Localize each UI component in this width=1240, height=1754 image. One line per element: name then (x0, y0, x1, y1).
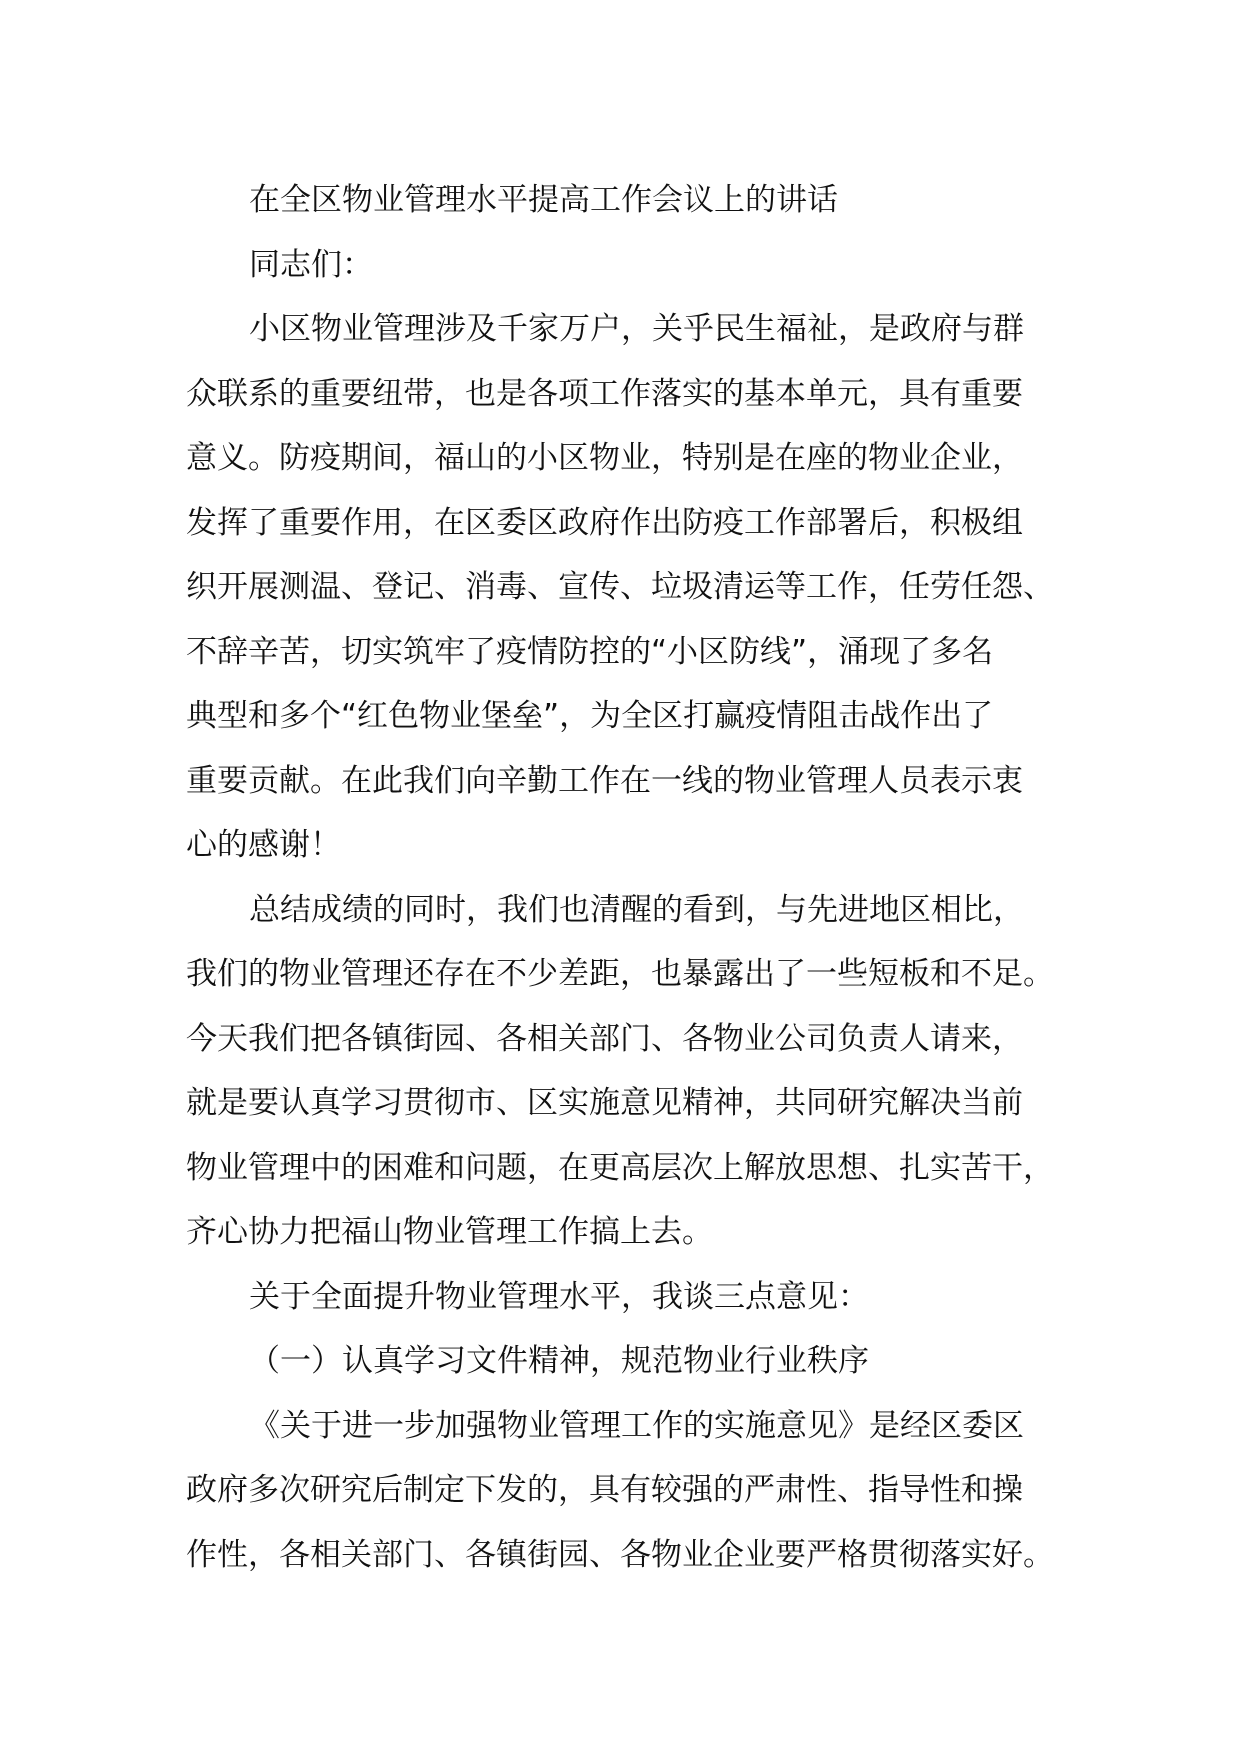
text-line: 小区物业管理涉及千家万户，关乎民生福祉，是政府与群 (249, 311, 1024, 347)
text-line: 就是要认真学习贯彻市、区实施意见精神，共同研究解决当前 (186, 1085, 1023, 1121)
text-line: 不辞辛苦，切实筑牢了疫情防控的“小区防线”，涌现了多名 (186, 633, 994, 670)
paragraph-1 (186, 297, 1086, 878)
paragraph-3 (186, 1265, 1086, 1330)
text-line: 心的感谢！ (186, 827, 341, 863)
text-line: 我们的物业管理还存在不少差距，也暴露出了一些短板和不足。 (186, 956, 1054, 992)
text-line: 意义。防疫期间，福山的小区物业，特别是在座的物业企业， (186, 440, 1023, 476)
heading-line: （一）认真学习文件精神，规范物业行业秩序 (249, 1343, 869, 1379)
text-line: 关于全面提升物业管理水平，我谈三点意见： (249, 1278, 869, 1315)
text-line: 织开展测温、登记、消毒、宣传、垃圾清运等工作，任劳任怨、 (186, 569, 1054, 605)
paragraph-5 (186, 1394, 1086, 1588)
salutation-line: 同志们： (249, 246, 373, 283)
title-line: 在全区物业管理水平提高工作会议上的讲话 (249, 182, 838, 218)
salutation (186, 233, 1086, 298)
text-line: 典型和多个“红色物业堡垒”，为全区打赢疫情阻击战作出了 (186, 698, 994, 734)
text-line: 今天我们把各镇街园、各相关部门、各物业公司负责人请来， (186, 1020, 1023, 1057)
text-line: 重要贡献。在此我们向辛勤工作在一线的物业管理人员表示衷 (186, 762, 1023, 799)
text-line: 总结成绩的同时，我们也清醒的看到，与先进地区相比， (249, 891, 1024, 928)
text-line: 众联系的重要纽带，也是各项工作落实的基本单元，具有重要 (186, 375, 1023, 412)
text-line: 齐心协力把福山物业管理工作搞上去。 (186, 1214, 713, 1250)
section-heading-1 (186, 1329, 1086, 1394)
text-line: 政府多次研究后制定下发的，具有较强的严肃性、指导性和操 (186, 1472, 1023, 1508)
speech-title (186, 168, 1086, 233)
text-line: 发挥了重要作用，在区委区政府作出防疫工作部署后，积极组 (186, 504, 1023, 541)
document-body (186, 168, 1086, 1587)
paragraph-2 (186, 878, 1086, 1265)
text-line: 作性，各相关部门、各镇街园、各物业企业要严格贯彻落实好。 (186, 1536, 1054, 1573)
text-line: 物业管理中的困难和问题，在更高层次上解放思想、扎实苦干， (186, 1149, 1054, 1186)
text-line: 《关于进一步加强物业管理工作的实施意见》是经区委区 (249, 1407, 1024, 1444)
